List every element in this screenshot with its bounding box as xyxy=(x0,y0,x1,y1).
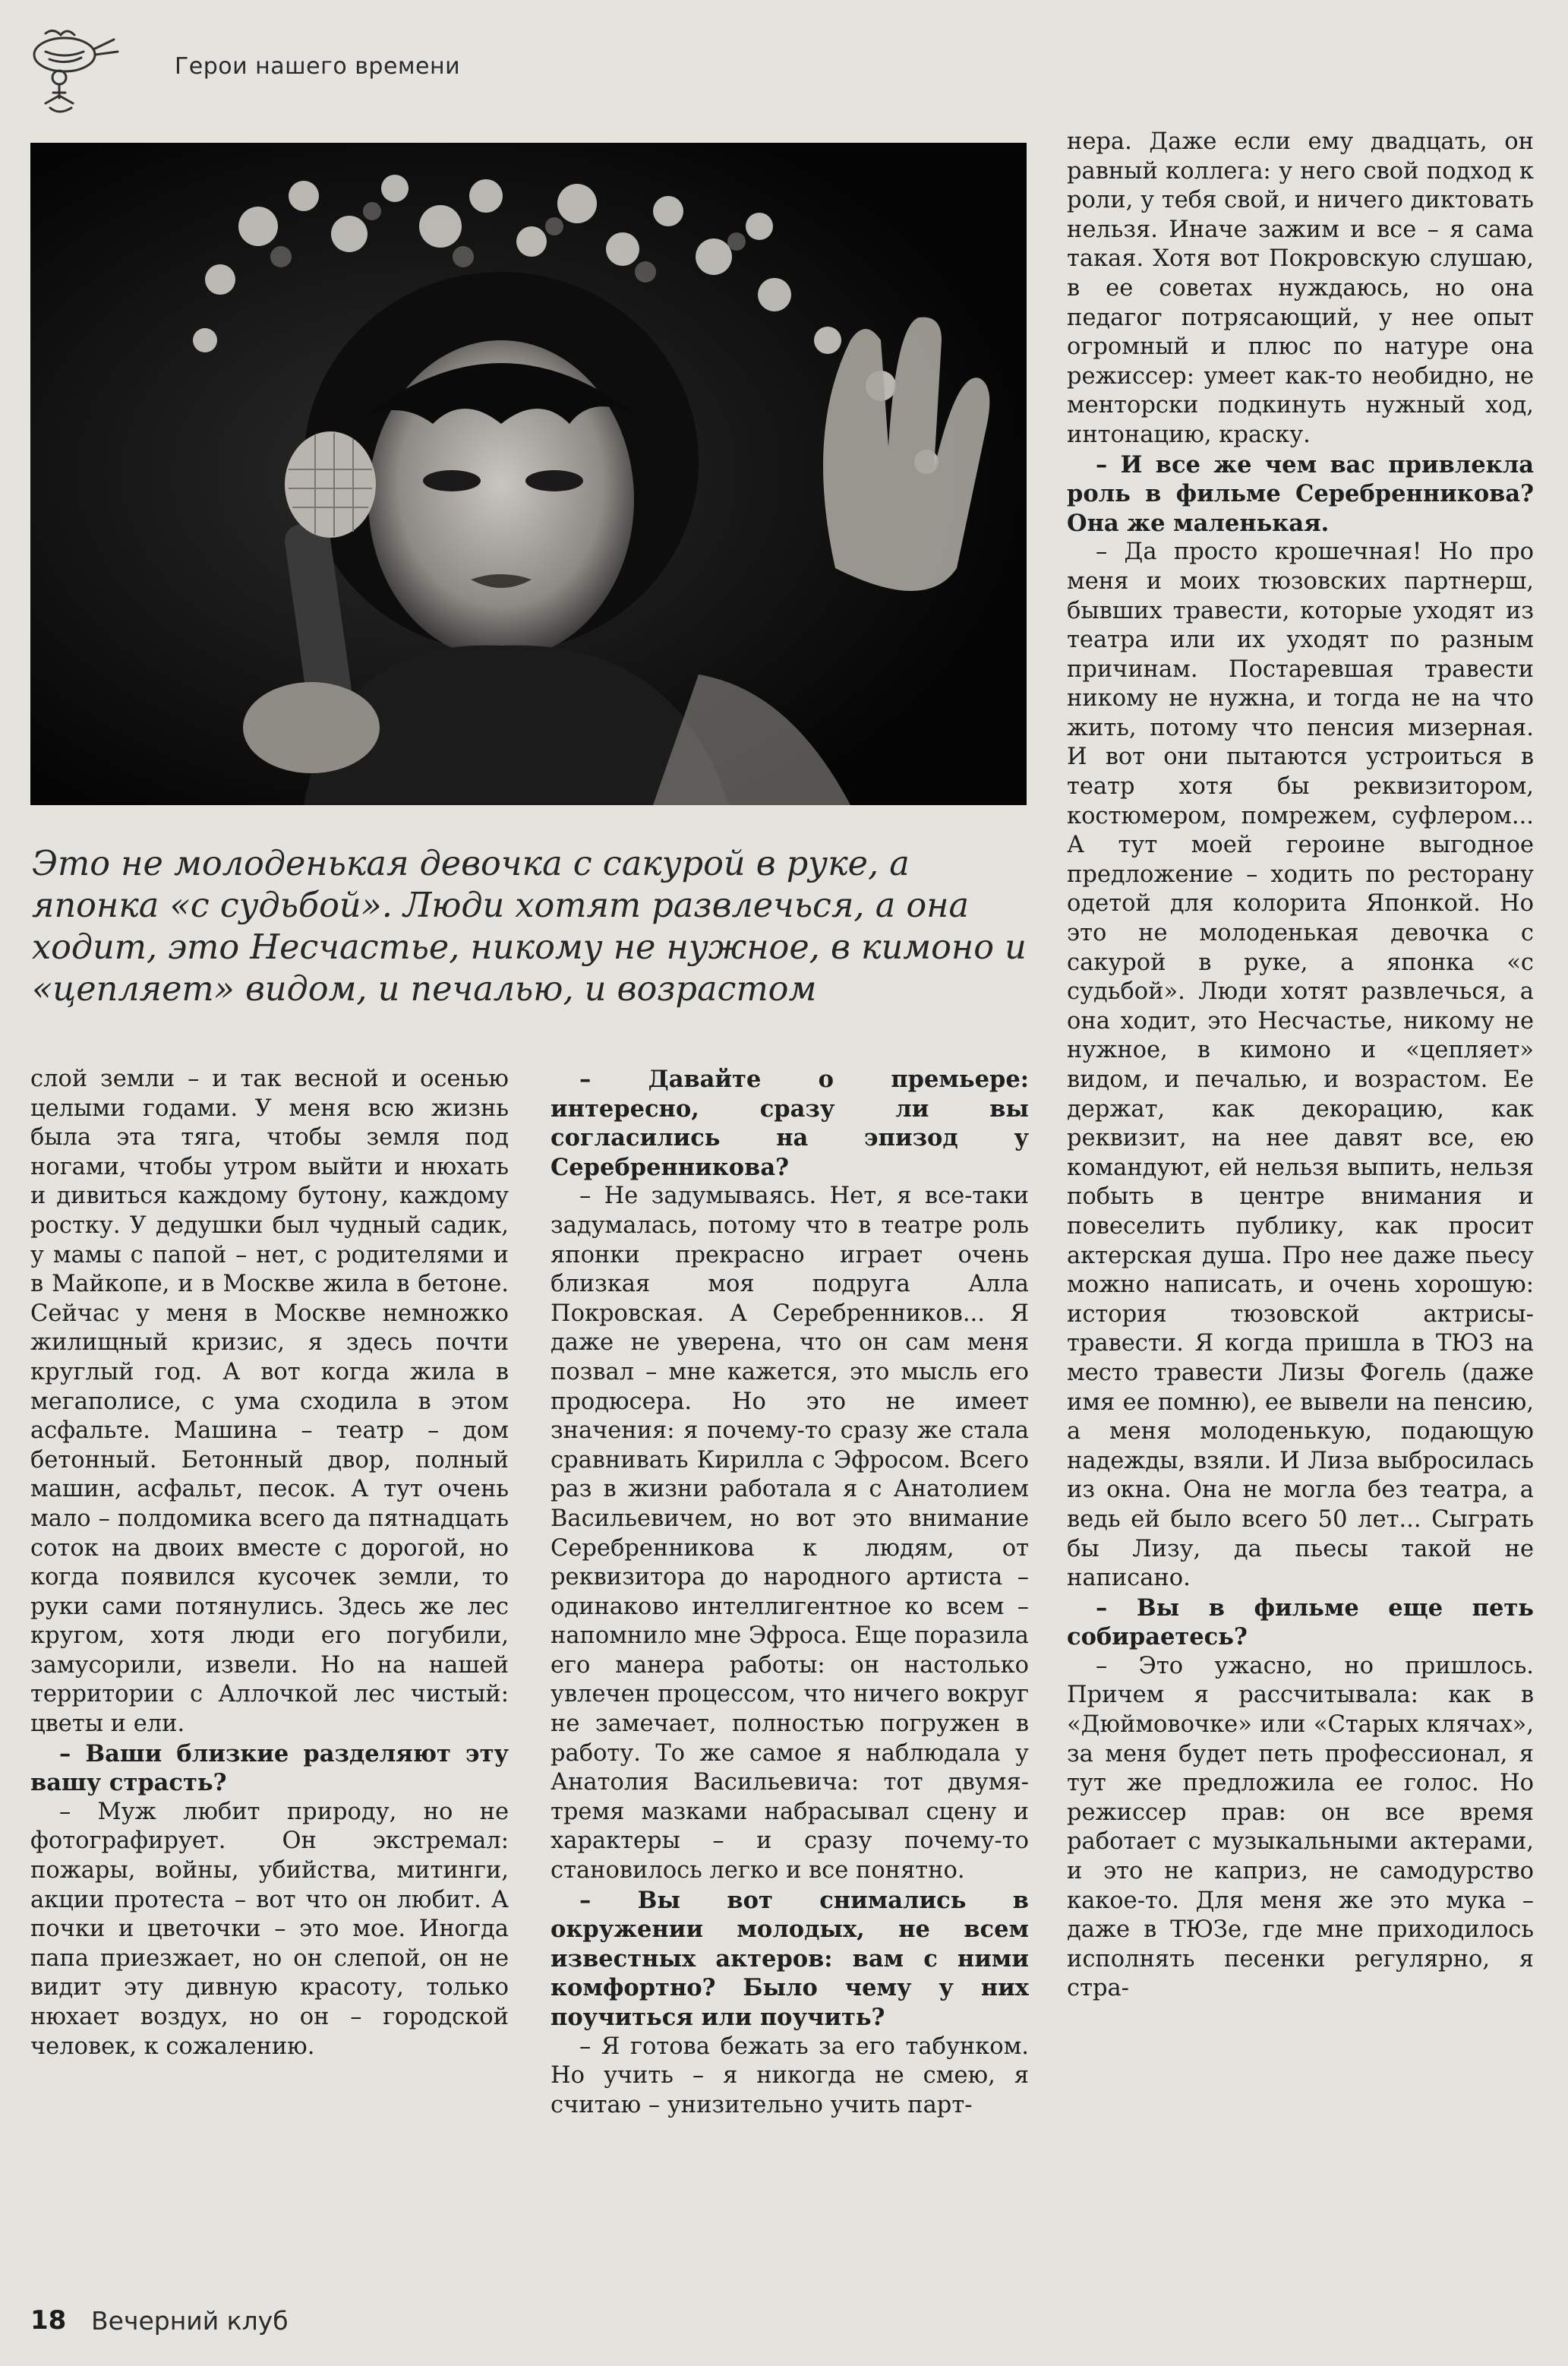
paragraph: слой земли – и так весной и осенью целыми годами. У меня всю жизнь была эта тяга, чтобы земля под ногами, чтобы утром выйти и нюхать и дивиться каждому бутону, каждому ростку. У дедушки был чудный садик, у мамы с папой – нет, с родителями и в Майкопе, и в Москве жила в бетоне. Сейчас у меня в Москве немножко жилищный кризис, я здесь почти круглый год. А вот когда жила в мегаполисе, с ума сходила в этом асфальте. Машина – театр – дом бетонный. Бетонный двор, полный машин, асфальт, песок. А тут очень мало – полдомика всего да пятнадцать соток на двоих вместе с дорогой, но когда появился кусочек земли, то руки сами потянулись. Здесь же лес кругом, хотя люди его погубили, замусорили, извели. Но на нашей территории с Аллочкой лес чистый: цветы и ели. xyxy=(30,1066,509,1738)
article-column-right xyxy=(1067,128,1534,2254)
interview-answer: – Муж любит природу, но не фотографирует. Он экстремал: пожары, войны, убийства, митинги, акции протеста – вот что он любит. А почки и цветочки – это мое. Иногда папа приезжает, но он слепой, он не видит эту дивную красоту, только нюхает воздух, но он – городской человек, к сожалению. xyxy=(30,1798,509,2060)
magazine-title: Вечерний клуб xyxy=(91,2306,289,2336)
rooster-doodle-icon xyxy=(23,18,129,125)
interview-answer: – Да просто крошечная! Но про меня и моих тюзовских партнерш, бывших травести, которые уходят из театра или их уходят по разным причинам. Постаревшая травести никому не нужна, и тогда не на что жить, потому что пенсия мизерная. И вот они пытаются устроиться в театр хотя бы реквизитором, костюмером, помрежем, суфлером... А тут моей героине выгодное предложение – ходить по ресторану одетой для колорита Японкой. Но это не молоденькая девочка с сакурой в руке, а японка «с судьбой». Люди хотят развлечься, а она ходит, это Несчастье, никому не нужное, в кимоно и «цепляет» видом, и печалью, и возрастом. Ее держат, как декорацию, как реквизит, на нее давят все, ею командуют, ей нельзя выпить, нельзя побыть в центре внимания и повеселить публику, как просит актерская душа. Про нее даже пьесу можно написать, и очень хорошую: история тюзовской актрисы-травести. Я когда пришла в ТЮЗ на место травести Лизы Фогель (даже имя ее помню), ее вывели на пенсию, а меня молоденькую, подающую надежды, взяли. И Лиза выбросилась из окна. Она не могла без театра, а ведь ей было всего 50 лет... Сыграть бы Лизу, да пьесы такой не написано. xyxy=(1067,539,1534,1592)
section-title: Герои нашего времени xyxy=(175,53,461,80)
interview-answer: – Это ужасно, но пришлось. Причем я рассчитывала: как в «Дюймовочке» или «Старых клячах», за меня будет петь профессионал, я тут же предложила ее голос. Но режиссер прав: он все время работает с музыкальными актерами, и это не каприз, не самодурство какое-то. Для меня же это мука – даже в ТЮЗе, где мне приходилось исполнять песенки регулярно, я стра- xyxy=(1067,1652,1534,2002)
article-column-left xyxy=(30,1065,509,2250)
interview-question: – Вы в фильме еще петь собираетесь? xyxy=(1067,1594,1534,1651)
interview-answer: – Я готова бежать за его табунком. Но учить – я никогда не смею, я считаю – унизительно учить парт- xyxy=(551,2033,1029,2118)
actress-with-microphone-photo xyxy=(30,143,1027,805)
article-column-middle xyxy=(551,1065,1029,2250)
paragraph: нера. Даже если ему двадцать, он равный коллега: у него свой подход к роли, у тебя свой, и ничего диктовать нельзя. Иначе зажим и все – я сама такая. Хотя вот Покровскую слушаю, в ее советах нуждаюсь, но она педагог потрясающий, у нее опыт огромный и плюс по натуре она режиссер: умеет как-то необидно, не менторски подкинуть нужный ход, интонацию, краску. xyxy=(1067,128,1534,448)
interview-question: – Давайте о премьере: интересно, сразу ли вы согласились на эпизод у Серебренникова? xyxy=(551,1066,1029,1181)
pull-quote-caption: Это не молоденькая девочка с сакурой в руке, а японка «с судьбой». Люди хотят развлечься, а она ходит, это Несчастье, никому не нужное, в кимоно и «цепляет» видом, и печалью, и возрастом xyxy=(32,845,1027,1009)
interview-question: – Вы вот снимались в окружении молодых, не всем известных актеров: вам с ними комфортно? Было чему у них поучиться или поучить? xyxy=(551,1886,1029,2031)
interview-question: – Ваши близкие разделяют эту вашу страсть? xyxy=(30,1739,509,1797)
page-number: 18 xyxy=(30,2305,67,2336)
interview-question: – И все же чем вас привлекла роль в фильме Серебренникова? Она же маленькая. xyxy=(1067,450,1534,537)
interview-answer: – Не задумываясь. Нет, я все-таки задумалась, потому что в театре роль японки прекрасно играет очень близкая моя подруга Алла Покровская. А Серебренников... Я даже не уверена, что он сам меня позвал – мне кажется, это мысль его продюсера. Но это не имеет значения: я почему-то сразу же стала сравнивать Кирилла с Эфросом. Всего раз в жизни работала я с Анатолием Васильевичем, но вот это внимание Серебренникова к людям, от реквизитора до народного артиста – одинаково интеллигентное ко всем – напомнило мне Эфроса. Еще поразила его манера работы: он настолько увлечен процессом, что ничего вокруг не замечает, полностью погружен в работу. То же самое я наблюдала у Анатолия Васильевича: тот двумя-тремя мазками набрасывал сцену и характеры – и сразу почему-то становилось легко и все понятно. xyxy=(551,1183,1029,1884)
